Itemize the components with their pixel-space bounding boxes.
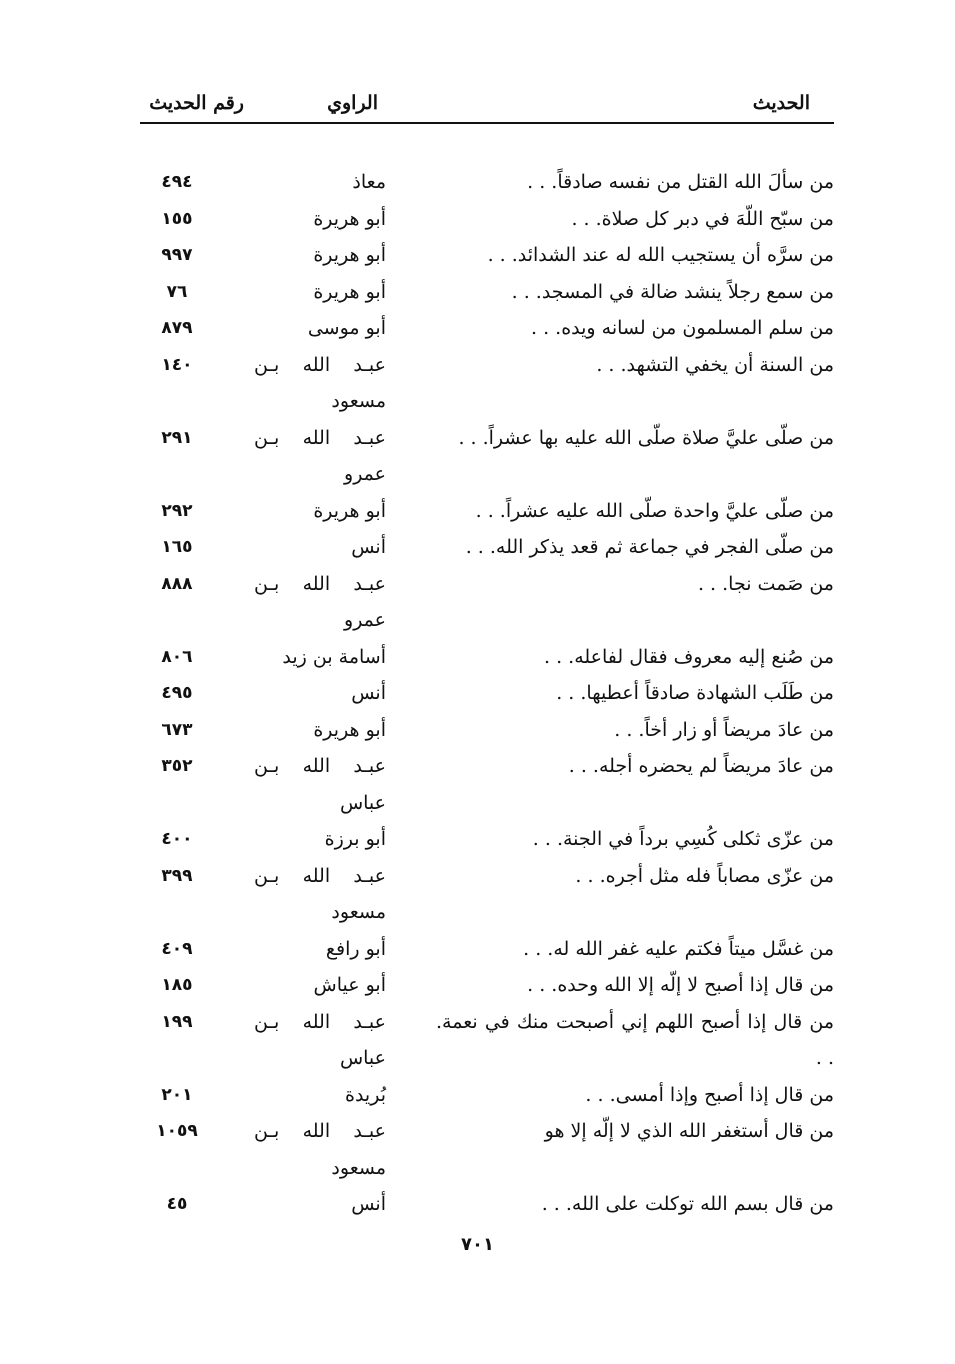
hadith-text: من قال أستغفر الله الذي لا إلّه إلا هو <box>544 1120 834 1142</box>
hadith-number: ١٤٠ <box>161 354 193 375</box>
narrator: عبـد الله بـن مسعود <box>254 353 386 412</box>
hadith-number: ٤٩٤ <box>161 172 193 192</box>
table-row <box>140 164 834 201</box>
hadith-number: ٤٥ <box>166 1194 188 1214</box>
hadith-number: ٣٩٩ <box>161 865 193 886</box>
table-row <box>140 748 834 821</box>
table-row <box>140 1186 834 1223</box>
narrator: أنس <box>351 682 386 704</box>
hadith-text: من صلّى عليَّ واحدة صلّى الله عليه عشراً. . . <box>475 499 834 522</box>
hadith-number: ١٥٥ <box>161 208 193 229</box>
narrator: عبـد الله بـن مسعود <box>254 1120 386 1179</box>
narrator: أبو هريرة <box>313 499 386 522</box>
hadith-text: من عزّى مصاباً فله مثل أجره. . . <box>575 864 834 887</box>
hadith-number: ٤٩٥ <box>161 683 193 703</box>
hadith-number: ١٦٥ <box>161 537 193 557</box>
narrator: أبو موسى <box>307 317 386 339</box>
narrator: أبو هريرة <box>313 244 386 266</box>
table-row <box>140 1004 834 1077</box>
hadith-number: ٤٠٩ <box>161 938 193 959</box>
hadith-text: من قال إذا أصبح لا إلّه إلا الله وحده. . . <box>527 974 834 996</box>
table-row <box>140 821 834 858</box>
table-row <box>140 1077 834 1114</box>
hadith-number: ٦٧٣ <box>161 719 193 740</box>
hadith-number: ٤٠٠ <box>161 829 193 849</box>
narrator: عبـد الله بـن مسعود <box>254 864 386 923</box>
hadith-text: من صَمت نجا. . . <box>697 572 834 595</box>
hadith-number: ٨٠٦ <box>161 646 193 667</box>
hadith-text: من سمع رجلاً ينشد ضالة في المسجد. . . <box>511 280 834 303</box>
hadith-text: من سرَّه أن يستجيب الله له عند الشدائد. . . <box>487 244 834 266</box>
hadith-text: من السنة أن يخفي التشهد. . . <box>596 353 834 376</box>
table-row <box>140 274 834 311</box>
narrator: بُريدة <box>345 1083 386 1106</box>
hadith-number: ١٠٥٩ <box>156 1121 198 1141</box>
hadith-text: من سبّح اللّهَ في دبر كل صلاة. . . <box>571 207 834 230</box>
hadith-text: من صُنع إليه معروف فقال لفاعله. . . <box>544 645 834 668</box>
hadith-number: ٩٩٧ <box>161 245 193 265</box>
hadith-number: ٢٩٢ <box>161 500 193 521</box>
index-page <box>140 88 834 1223</box>
hadith-text: من عادَ مريضاً لم يحضره أجله. . . <box>568 755 834 777</box>
table-row <box>140 237 834 274</box>
narrator: معاذ <box>352 171 386 193</box>
hadith-text: من عزّى ثكلى كُسِي برداً في الجنة. . . <box>532 828 834 850</box>
hadith-text: من سلم المسلمون من لسانه ويده. . . <box>531 317 834 339</box>
narrator: أبو برزة <box>324 828 386 850</box>
hadith-text: من قال بسم الله توكلت على الله. . . <box>541 1193 834 1215</box>
table-row <box>140 529 834 566</box>
table-row <box>140 858 834 931</box>
page-number: ٧٠١ <box>461 1234 494 1255</box>
header-hadith: الحديث <box>752 92 810 114</box>
hadith-text: من صلّى عليَّ صلاة صلّى الله عليه بها عشراً. . . <box>458 426 834 449</box>
table-row <box>140 566 834 639</box>
narrator: أسامة بن زيد <box>282 645 386 668</box>
hadith-index-list <box>140 164 834 1223</box>
narrator: أنس <box>351 1193 386 1215</box>
table-row <box>140 712 834 749</box>
hadith-number: ١٨٥ <box>161 975 193 995</box>
header-hadith-number: رقم الحديث <box>149 92 244 114</box>
table-row <box>140 967 834 1004</box>
hadith-text: من صلّى الفجر في جماعة ثم قعد يذكر الله. . . <box>465 536 834 558</box>
narrator: عبـد الله بـن عمرو <box>254 426 386 485</box>
header-narrator: الراوي <box>327 92 378 114</box>
hadith-number: ٧٦ <box>166 281 188 302</box>
narrator: أبو هريرة <box>313 207 386 230</box>
table-row <box>140 675 834 712</box>
table-row <box>140 310 834 347</box>
hadith-number: ٣٥٢ <box>161 756 193 776</box>
table-row <box>140 493 834 530</box>
narrator: عبـد الله بـن عباس <box>254 1010 386 1069</box>
table-row <box>140 1113 834 1186</box>
narrator: أنس <box>351 536 386 558</box>
narrator: أبو عياش <box>313 974 386 996</box>
hadith-text: من طَلَب الشهادة صادقاً أعطيها. . . <box>556 682 834 704</box>
table-row <box>140 639 834 676</box>
hadith-number: ٨٨٨ <box>161 573 193 594</box>
narrator: عبـد الله بـن عمرو <box>254 572 386 631</box>
table-row <box>140 201 834 238</box>
hadith-number: ١٩٩ <box>161 1011 193 1032</box>
hadith-number: ٢٠١ <box>161 1084 193 1105</box>
narrator: عبـد الله بـن عباس <box>254 755 386 814</box>
hadith-text: من غسَّل ميتاً فكتم عليه غفر الله له. . . <box>523 937 834 960</box>
table-row <box>140 347 834 420</box>
hadith-text: من عادَ مريضاً أو زار أخاً. . . <box>614 718 834 741</box>
hadith-text: من قال إذا أصبح اللهم إني أصبحت منك في نعمة. . . <box>436 1010 834 1069</box>
narrator: أبو رافع <box>325 937 386 960</box>
hadith-text: من سألَ الله القتل من نفسه صادقاً. . . <box>527 171 834 193</box>
hadith-number: ٨٧٩ <box>161 318 193 338</box>
table-row <box>140 420 834 493</box>
table-row <box>140 931 834 968</box>
table-header <box>140 88 834 124</box>
narrator: أبو هريرة <box>313 280 386 303</box>
hadith-number: ٢٩١ <box>161 427 193 448</box>
hadith-text: من قال إذا أصبح وإذا أمسى. . . <box>585 1083 834 1106</box>
narrator: أبو هريرة <box>313 718 386 741</box>
